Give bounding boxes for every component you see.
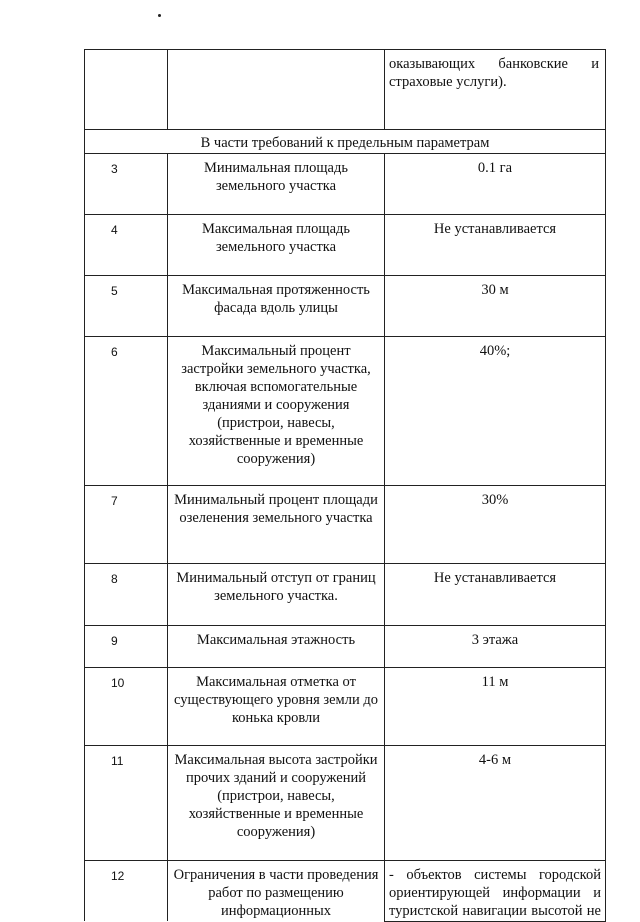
row-number: 5 xyxy=(85,276,168,337)
row-number: 11 xyxy=(85,746,168,861)
value-text: страховые услуги). xyxy=(389,74,507,90)
row-number: 12 xyxy=(85,861,168,922)
row-number: 3 xyxy=(85,154,168,215)
parameter-name: Максимальная этажность xyxy=(168,626,385,668)
parameter-value: 40%; xyxy=(385,337,606,486)
parameter-name-cell xyxy=(168,50,385,130)
parameter-value: - объектов системы городской ориентирующей информации и туристской навигации высотой не xyxy=(385,861,606,922)
scan-speck xyxy=(158,14,161,17)
section-header: В части требований к предельным параметрам xyxy=(85,130,606,154)
parameters-table xyxy=(84,49,606,922)
parameter-name: Максимальный процент застройки земельного участка, включая вспомогательные зданиями и сооружения (пристрои, навесы, хозяйственные и временные сооружения) xyxy=(168,337,385,486)
table-row-continuation xyxy=(85,50,606,130)
value-word: и xyxy=(591,56,599,72)
row-number: 4 xyxy=(85,215,168,276)
table-row xyxy=(85,276,606,337)
table-row xyxy=(85,626,606,668)
parameter-value: 0.1 га xyxy=(385,154,606,215)
parameter-name: Максимальная площадь земельного участка xyxy=(168,215,385,276)
row-number: 10 xyxy=(85,668,168,746)
parameter-value: Не устанавливается xyxy=(385,564,606,626)
row-number: 7 xyxy=(85,486,168,564)
parameter-value: 4-6 м xyxy=(385,746,606,861)
parameter-name: Максимальная протяженность фасада вдоль улицы xyxy=(168,276,385,337)
row-number: 6 xyxy=(85,337,168,486)
row-number: 8 xyxy=(85,564,168,626)
table-row xyxy=(85,337,606,486)
parameter-name: Минимальная площадь земельного участка xyxy=(168,154,385,215)
parameter-name: Ограничения в части проведения работ по размещению информационных xyxy=(168,861,385,922)
parameter-name: Максимальная высота застройки прочих зданий и сооружений (пристрои, навесы, хозяйственные и временные сооружения) xyxy=(168,746,385,861)
parameter-value-cell xyxy=(385,50,606,130)
row-number: 9 xyxy=(85,626,168,668)
table-row xyxy=(85,668,606,746)
parameter-value: 30 м xyxy=(385,276,606,337)
row-number-cell xyxy=(85,50,168,130)
parameter-value: 3 этажа xyxy=(385,626,606,668)
table-row xyxy=(85,215,606,276)
parameter-name: Минимальный процент площади озеленения земельного участка xyxy=(168,486,385,564)
table-row xyxy=(85,564,606,626)
parameter-name: Максимальная отметка от существующего уровня земли до конька кровли xyxy=(168,668,385,746)
parameter-value: Не устанавливается xyxy=(385,215,606,276)
parameter-value: 30% xyxy=(385,486,606,564)
table-row xyxy=(85,154,606,215)
table-row xyxy=(85,486,606,564)
section-header-row xyxy=(85,130,606,154)
value-word: оказывающих xyxy=(389,56,476,72)
value-word: банковские xyxy=(498,56,568,72)
parameter-name: Минимальный отступ от границ земельного участка. xyxy=(168,564,385,626)
parameter-value: 11 м xyxy=(385,668,606,746)
table-row xyxy=(85,861,606,922)
table-row xyxy=(85,746,606,861)
